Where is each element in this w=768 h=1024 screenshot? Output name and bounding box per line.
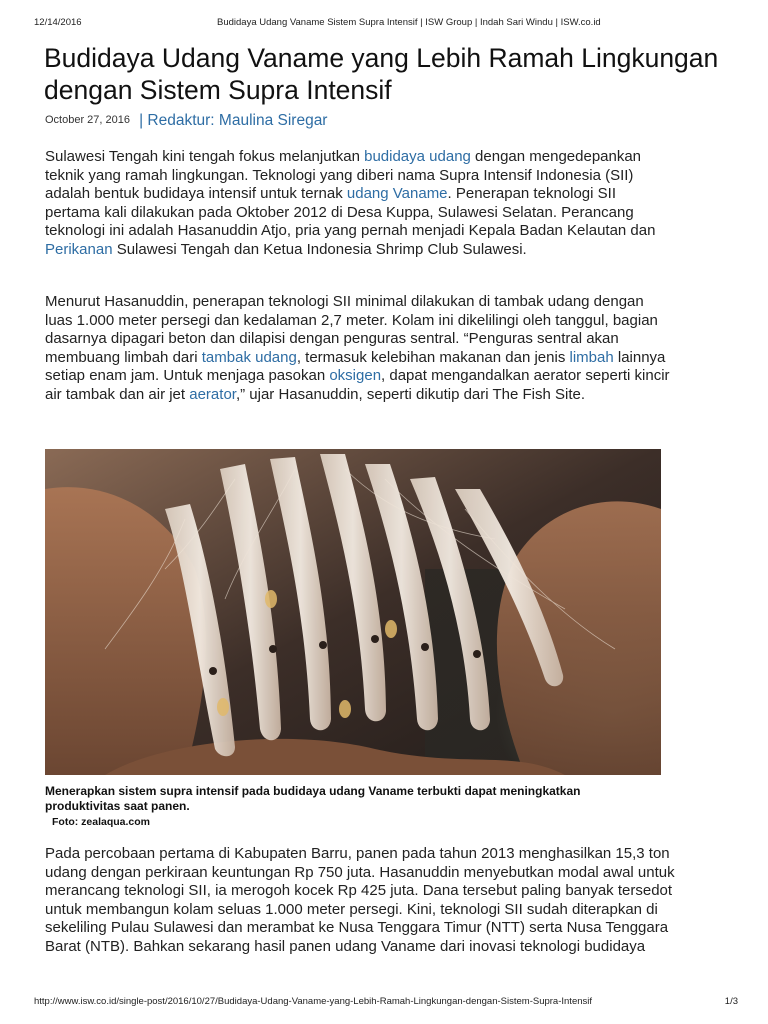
inline-link[interactable]: Perikanan — [45, 240, 113, 258]
publish-date: October 27, 2016 — [45, 114, 131, 126]
page-url: http://www.isw.co.id/single-post/2016/10/27/Budidaya-Udang-Vaname-yang-Lebih-Ramah-Lingkungan-dengan-Sistem-Supra-Intensif — [34, 996, 593, 1007]
print-document-title: Budidaya Udang Vaname Sistem Supra Intensif | ISW Group | Indah Sari Windu | ISW.co.id — [217, 17, 601, 28]
inline-link[interactable]: aerator — [189, 385, 236, 403]
inline-link[interactable]: limbah — [569, 348, 614, 366]
photo-credit: Foto: zealaqua.com — [52, 816, 151, 828]
inline-link[interactable]: budidaya udang — [364, 148, 471, 165]
page-number: 1/3 — [724, 996, 738, 1007]
inline-link[interactable]: oksigen — [329, 367, 382, 384]
paragraph-intro: Sulawesi Tengah kini tengah fokus melanjutkan budidaya udang dengan mengedepankan teknik yang ramah lingkungan. Teknologi yang diberi nama Supra Intensif Indonesia (SII) adalah bentuk budidaya intensif untuk ternak udang Vaname. Penerapan teknologi SII pertama kali dilakukan pada Oktober 2012 di Desa Kuppa, Sulawesi Selatan. Perancang teknologi ini adalah Hasanuddin Atjo, pria yang pernah menjadi Kepala Badan Kelautan dan Perikanan Sulawesi Tengah dan Ketua Indonesia Shrimp Club Sulawesi. — [45, 148, 656, 258]
article-title: Budidaya Udang Vaname yang Lebih Ramah Lingkungan dengan Sistem Supra Intensif — [44, 43, 719, 105]
paragraph-harvest: Pada percobaan pertama di Kabupaten Barru, panen pada tahun 2013 menghasilkan 15,3 ton udang dengan perkiraan keuntungan Rp 750 juta. Hasanuddin menyebutkan modal awal untuk merancang teknologi SII, ia merogoh kocek Rp 425 juta. Dana tersebut paling banyak tersedot untuk membangun kolam seluas 1.000 meter persegi. Kini, teknologi SII sudah diterapkan di sekeliling Pulau Sulawesi dan merambat ke Nusa Tenggara Timur (NTT) serta Nusa Tenggara Barat (NTB). Bahkan sekarang hasil panen udang Vaname dari inovasi teknologi budidaya — [45, 845, 675, 955]
article-meta — [45, 110, 327, 128]
inline-link[interactable]: udang Vaname — [346, 185, 448, 202]
shrimp-photo — [45, 449, 661, 775]
photo-caption: Menerapkan sistem supra intensif pada budidaya udang Vaname terbukti dapat meningkatkan produktivitas saat panen. — [45, 784, 581, 813]
editor-link[interactable]: | Redaktur: Maulina Siregar — [139, 112, 328, 129]
print-date: 12/14/2016 — [34, 17, 82, 28]
inline-link[interactable]: tambak udang — [201, 348, 297, 366]
paragraph-technology: Menurut Hasanuddin, penerapan teknologi SII minimal dilakukan di tambak udang dengan luas 1.000 meter persegi dan kedalaman 2,7 meter. Kolam ini dikelilingi oleh tanggul, bagian dasarnya dipagari beton dan dilapisi dengan penguras sentral. “Penguras sentral akan membuang limbah dari tambak udang, termasuk kelebihan makanan dan jenis limbah lainnya setiap enam jam. Untuk menjaga pasokan oksigen, dapat mengandalkan aerator seperti kincir air tambak dan air jet aerator,” ujar Hasanuddin, seperti dikutip dari The Fish Site. — [45, 293, 670, 403]
